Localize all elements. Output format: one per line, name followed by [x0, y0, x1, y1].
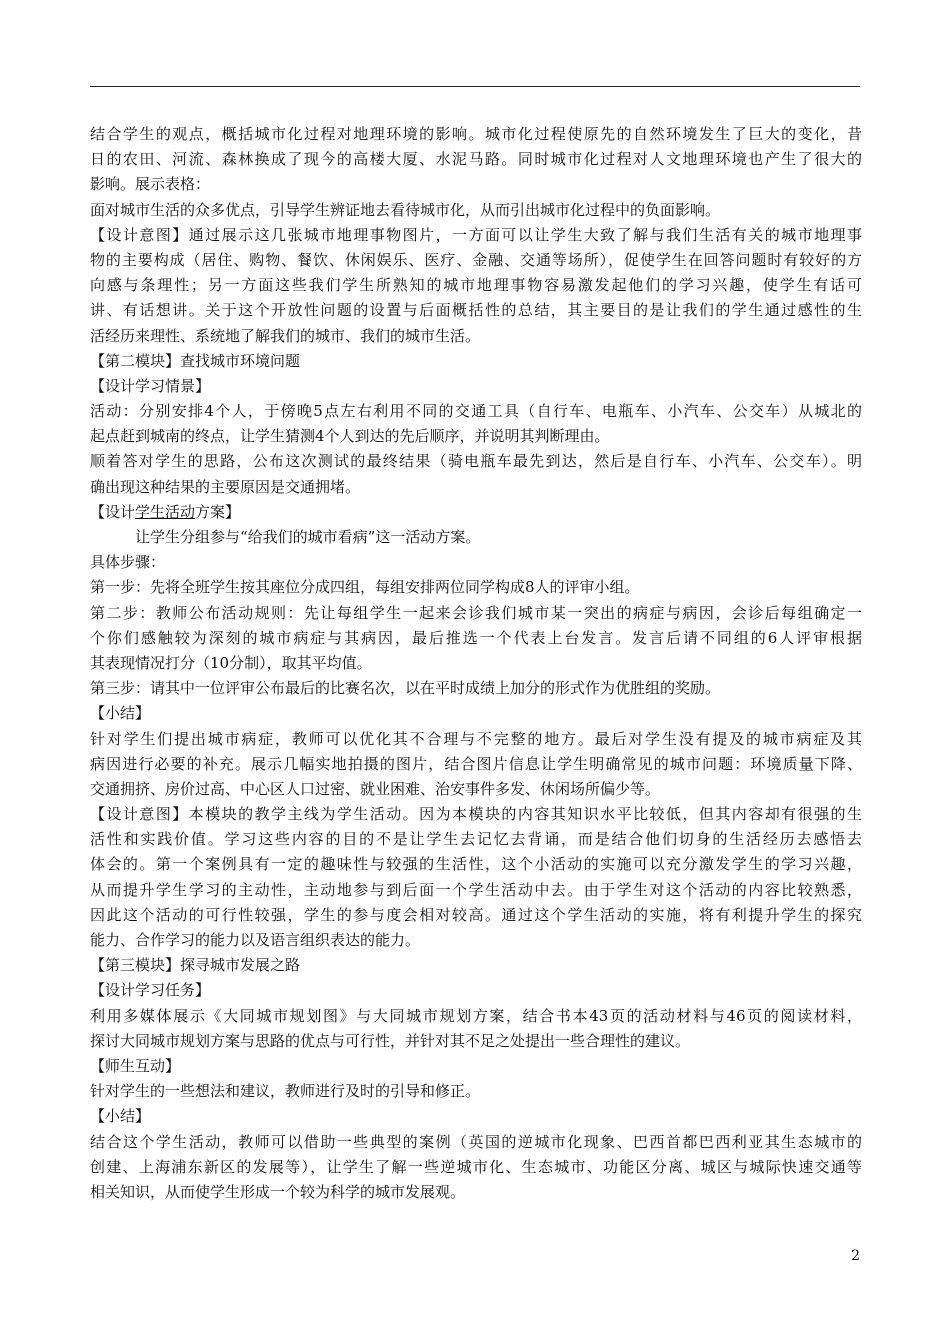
text-line: 针对学生的一些想法和建议，教师进行及时的引导和修正。 [90, 1082, 481, 1101]
text-line: 【设计学习任务】 [90, 981, 211, 1000]
text-line: 顺着答对学生的思路，公布这次测试的最终结果（骑电瓶车最先到达，然后是自行车、小汽车、公交车）。明 [90, 452, 862, 471]
text-line: 【第三模块】探寻城市发展之路 [90, 956, 301, 975]
text-line: 第三步：请其中一位评审公布最后的比赛名次，以在平时成绩上加分的形式作为优胜组的奖励。 [90, 679, 721, 698]
text-line: 【设计学习情景】 [90, 376, 211, 395]
text-line: 第二步：教师公布活动规则：先让每组学生一起来会诊我们城市某一突出的病症与病因，会诊后每组确定一 [90, 603, 862, 622]
text-line: 交通拥挤、房价过高、中心区人口过密、就业困难、治安事件多发、休闲场所偏少等。 [90, 779, 661, 798]
text-line: 【设计意图】本模块的教学主线为学生活动。因为本模块的内容其知识水平比较低，但其内容却有很强的生 [90, 805, 862, 824]
page-number: 2 [851, 1248, 860, 1264]
text-line: 从而提升学生学习的主动性，主动地参与到后面一个学生活动中去。由于学生对这个活动的内容比较熟悉， [90, 880, 862, 899]
text-line: 起点赶到城南的终点，让学生猜测4个人到达的先后顺序，并说明其判断理由。 [90, 427, 610, 446]
text-line: 其表现情况打分（10分制），取其平均值。 [90, 653, 372, 672]
text-line: 具体步骤： [90, 553, 166, 572]
text-line: 【第二模块】查找城市环境问题 [90, 351, 301, 370]
text-line: 日的农田、河流、森林换成了现今的高楼大厦、水泥马路。同时城市化过程对人文地理环境也产生了很大的 [90, 150, 862, 169]
text-line: 让学生分组参与“给我们的城市看病”这一活动方案。 [135, 528, 481, 546]
text-line: 相关知识，从而使学生形成一个较为科学的城市发展观。 [90, 1182, 466, 1201]
text-line: 活经历来理性、系统地了解我们的城市、我们的城市生活。 [90, 326, 481, 345]
text-line: 结合这个学生活动，教师可以借助一些典型的案例（英国的逆城市化现象、巴西首都巴西利亚其生态城市的 [90, 1132, 862, 1151]
text-line: 【小结】 [90, 1107, 151, 1126]
text-line: 第一步：先将全班学生按其座位分成四组，每组安排两位同学构成8人的评审小组。 [90, 578, 640, 597]
text-line: 【师生互动】 [90, 1056, 181, 1075]
text-line: 确出现这种结果的主要原因是交通拥堵。 [90, 477, 361, 496]
text-line: 【设计意图】通过展示这几张城市地理事物图片，一方面可以让学生大致了解与我们生活有关的城市地理事 [90, 225, 862, 244]
text-line: 【小结】 [90, 704, 151, 723]
text-line: 向感与条理性；另一方面这些我们学生所熟知的城市地理事物容易激发起他们的学习兴趣，使学生有话可 [90, 276, 862, 295]
text-line: 利用多媒体展示《大同城市规划图》与大同城市规划方案，结合书本43页的活动材料与46页的阅读材料， [90, 1006, 862, 1025]
text-line: 能力、合作学习的能力以及语言组织表达的能力。 [90, 931, 421, 949]
text-segment: 【设计 [90, 502, 136, 521]
text-line: 活动：分别安排4个人，于傍晚5点左右利用不同的交通工具（自行车、电瓶车、小汽车、公交车）从城北的 [90, 402, 862, 421]
text-line: 针对学生们提出城市病症，教师可以优化其不合理与不完整的地方。最后对学生没有提及的城市病症及其 [90, 729, 862, 748]
text-line: 体会的。第一个案例具有一定的趣味性与较强的生活性，这个小活动的实施可以充分激发学生的学习兴趣， [90, 855, 862, 874]
text-line: 因此这个活动的可行性较强，学生的参与度会相对较高。通过这个学生活动的实施，将有利提升学生的探究 [90, 905, 862, 924]
text-line: 创建、上海浦东新区的发展等），让学生了解一些逆城市化、生态城市、功能区分离、城区与城际快速交通等 [90, 1157, 862, 1176]
text-segment: 方案】 [195, 502, 241, 521]
text-line: 个你们感触较为深刻的城市病症与其病因，最后推选一个代表上台发言。发言后请不同组的6人评审根据 [90, 628, 862, 647]
text-line: 探讨大同城市规划方案与思路的优点与可行性，并针对其不足之处提出一些合理性的建议。 [90, 1031, 691, 1050]
text-line: 影响。展示表格： [90, 175, 211, 194]
text-line [90, 500, 862, 525]
underlined-text: 学生活动 [135, 502, 196, 521]
text-line: 结合学生的观点，概括城市化过程对地理环境的影响。城市化过程使原先的自然环境发生了巨大的变化，昔 [90, 125, 862, 143]
text-line: 讲、有话想讲。关于这个开放性问题的设置与后面概括性的总结，其主要目的是让我们的学生通过感性的生 [90, 301, 862, 320]
text-line: 物的主要构成（居住、购物、餐饮、休闲娱乐、医疗、金融、交通等场所），促使学生在回答问题时有较好的方 [90, 250, 862, 269]
text-line: 活性和实践价值。学习这些内容的目的不是让学生去记忆去背诵，而是结合他们切身的生活经历去感悟去 [90, 830, 862, 849]
header-rule [90, 86, 860, 87]
text-line: 面对城市生活的众多优点，引导学生辨证地去看待城市化，从而引出城市化过程中的负面影响。 [90, 200, 721, 219]
text-line: 病因进行必要的补充。展示几幅实地拍摄的图片，结合图片信息让学生明确常见的城市问题：环境质量下降、 [90, 754, 862, 773]
document-body [90, 122, 862, 1205]
